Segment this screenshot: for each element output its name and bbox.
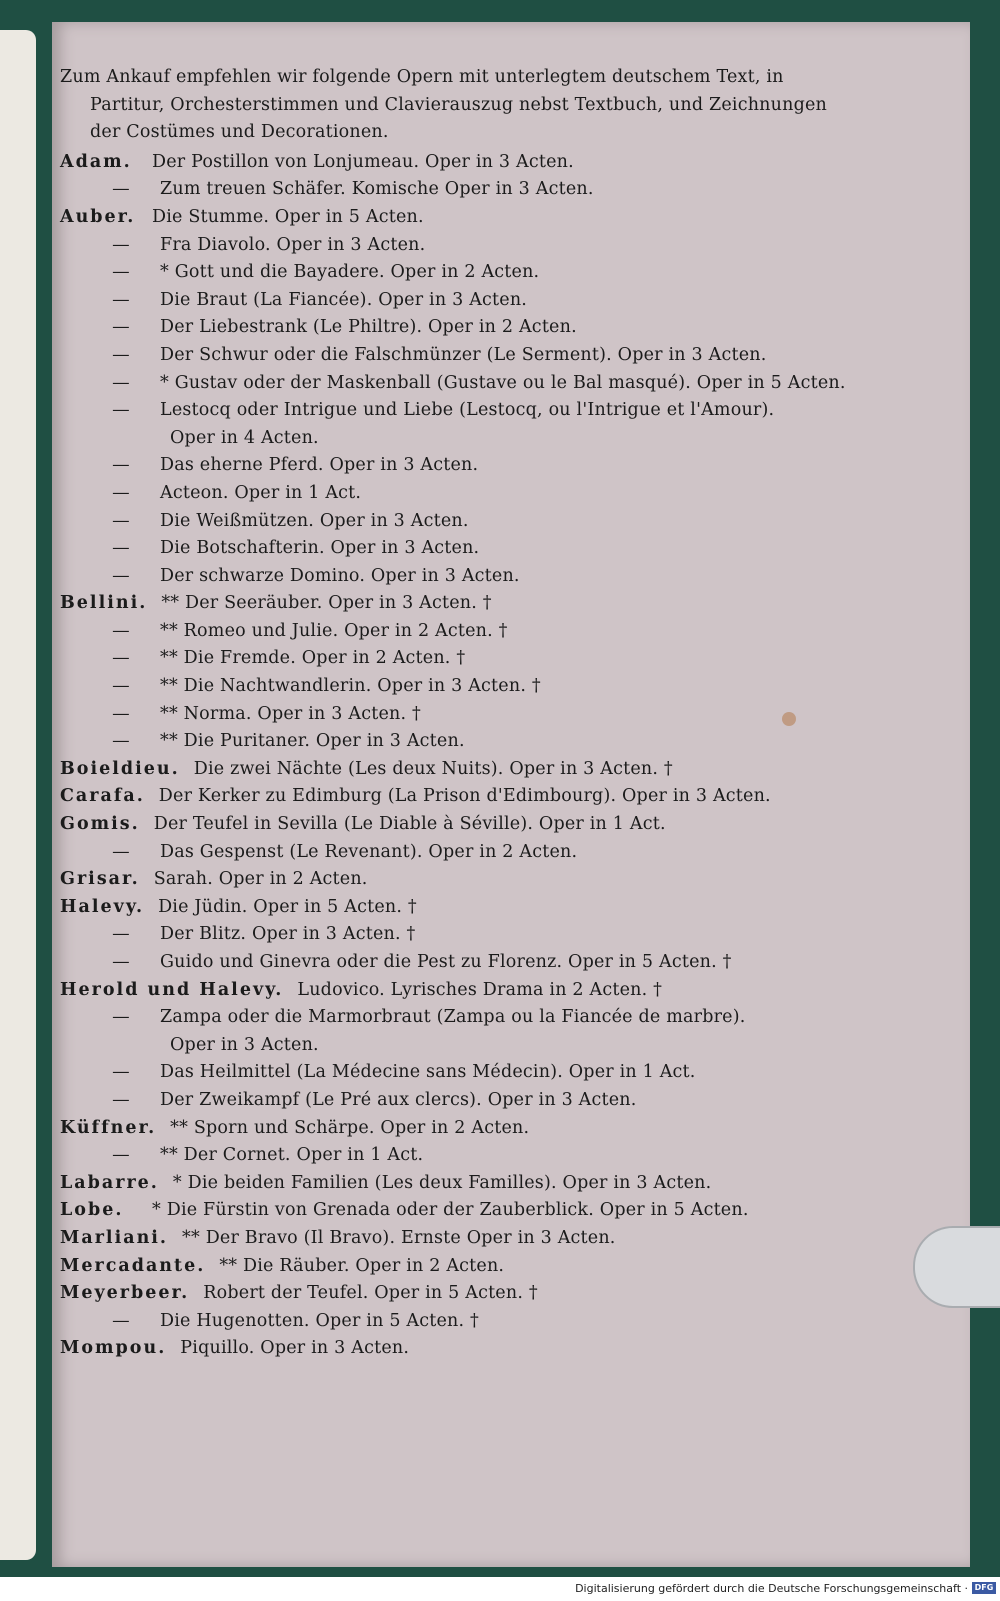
- opera-title: ** Norma. Oper in 3 Acten. †: [160, 703, 421, 724]
- opera-title-continuation: Oper in 3 Acten.: [170, 1034, 319, 1055]
- opera-title: ** Der Seeräuber. Oper in 3 Acten. †: [161, 593, 492, 614]
- list-item: [60, 259, 960, 287]
- composer-name: Carafa.: [60, 786, 145, 807]
- list-item: [60, 314, 960, 342]
- opera-title: Ludovico. Lyrisches Drama in 2 Acten. †: [297, 979, 663, 1000]
- opera-title: Fra Diavolo. Oper in 3 Acten.: [160, 234, 426, 255]
- list-item: [60, 839, 960, 867]
- opera-title: Der Schwur oder die Falschmünzer (Le Serment). Oper in 3 Acten.: [160, 344, 767, 365]
- composer-name: Halevy.: [60, 896, 145, 917]
- list-item: [60, 1115, 960, 1143]
- list-item: [60, 508, 960, 536]
- composer-name: Mompou.: [60, 1338, 167, 1359]
- list-item: [60, 866, 960, 894]
- opera-title: Die Jüdin. Oper in 5 Acten. †: [158, 896, 417, 917]
- opera-title: Die Hugenotten. Oper in 5 Acten. †: [160, 1310, 479, 1331]
- opera-title: Das Heilmittel (La Médecine sans Médecin). Oper in 1 Act.: [160, 1062, 696, 1083]
- list-item: [60, 204, 960, 232]
- ditto-dash: —: [112, 703, 130, 724]
- ditto-dash: —: [112, 344, 130, 365]
- list-item: [60, 977, 960, 1005]
- opera-title: ** Romeo und Julie. Oper in 2 Acten. †: [160, 620, 508, 641]
- opera-title: ** Die Nachtwandlerin. Oper in 3 Acten. †: [160, 676, 541, 697]
- opera-title: Piquillo. Oper in 3 Acten.: [180, 1338, 410, 1359]
- composer-name: Herold und Halevy.: [60, 979, 284, 1000]
- ditto-dash: —: [112, 1007, 130, 1028]
- entry-list: [60, 149, 960, 1363]
- opera-title: * Die beiden Familien (Les deux Familles). Oper in 3 Acten.: [172, 1172, 712, 1193]
- composer-name: Adam.: [60, 151, 132, 172]
- list-item: [60, 232, 960, 260]
- opera-list: [60, 64, 960, 1363]
- ditto-dash: —: [112, 924, 130, 945]
- list-item: [60, 1280, 960, 1308]
- ditto-dash: —: [112, 317, 130, 338]
- list-item: [60, 1225, 960, 1253]
- list-item: [60, 811, 960, 839]
- ditto-dash: —: [112, 372, 130, 393]
- ditto-dash: —: [112, 731, 130, 752]
- list-item: [60, 342, 960, 370]
- ditto-dash: —: [112, 510, 130, 531]
- composer-name: Gomis.: [60, 814, 140, 835]
- opera-title: Robert der Teufel. Oper in 5 Acten. †: [203, 1283, 538, 1304]
- ditto-dash: —: [112, 482, 130, 503]
- opera-title: ** Sporn und Schärpe. Oper in 2 Acten.: [170, 1117, 530, 1138]
- list-item: [60, 1087, 960, 1115]
- ditto-dash: —: [112, 952, 130, 972]
- list-item: [60, 783, 960, 811]
- opera-title: Zampa oder die Marmorbraut (Zampa ou la Fiancée de marbre).: [160, 1007, 746, 1028]
- opera-title: ** Die Puritaner. Oper in 3 Acten.: [160, 731, 465, 752]
- list-item: [60, 894, 960, 922]
- opera-title: ** Die Fremde. Oper in 2 Acten. †: [160, 648, 466, 669]
- ditto-dash: —: [112, 455, 130, 476]
- list-item: [60, 397, 960, 425]
- list-item: [60, 149, 960, 177]
- opera-title: Acteon. Oper in 1 Act.: [160, 482, 362, 503]
- ditto-dash: —: [112, 1145, 130, 1166]
- list-item: [60, 287, 960, 315]
- ditto-dash: —: [112, 565, 130, 586]
- opera-title: Die Stumme. Oper in 5 Acten.: [152, 206, 424, 227]
- opera-title: Der Teufel in Sevilla (Le Diable à Séville). Oper in 1 Act.: [153, 814, 666, 835]
- opera-title: * Gustav oder der Maskenball (Gustave ou le Bal masqué). Oper in 5 Acten.: [160, 372, 846, 393]
- list-item: [60, 645, 960, 673]
- ditto-dash: —: [112, 620, 130, 641]
- composer-name: Meyerbeer.: [60, 1283, 190, 1304]
- list-item: [60, 1004, 960, 1032]
- opera-title: ** Der Bravo (Il Bravo). Ernste Oper in 3 Acten.: [182, 1227, 616, 1248]
- list-item: [60, 176, 960, 204]
- list-item: [60, 701, 960, 729]
- list-item: [60, 756, 960, 784]
- ditto-dash: —: [112, 1310, 130, 1331]
- composer-name: Küffner.: [60, 1117, 157, 1138]
- dfg-logo: DFG: [972, 1582, 996, 1594]
- list-item: [60, 1197, 960, 1225]
- ditto-dash: —: [112, 1062, 130, 1083]
- ditto-dash: —: [112, 234, 130, 255]
- composer-name: Lobe.: [60, 1200, 124, 1221]
- ditto-dash: —: [112, 262, 130, 283]
- opera-title: Der Postillon von Lonjumeau. Oper in 3 Acten.: [152, 151, 574, 172]
- intro-paragraph: [60, 64, 960, 147]
- opera-title: Sarah. Oper in 2 Acten.: [153, 869, 368, 890]
- opera-title: Die Weißmützen. Oper in 3 Acten.: [160, 510, 469, 531]
- list-item: [60, 1059, 960, 1087]
- ditto-dash: —: [112, 289, 130, 310]
- composer-name: Bellini.: [60, 593, 148, 614]
- opera-title: Zum treuen Schäfer. Komische Oper in 3 Acten.: [160, 179, 594, 200]
- opera-title: Der Liebestrank (Le Philtre). Oper in 2 Acten.: [160, 317, 577, 338]
- list-item: [60, 1253, 960, 1281]
- list-item: [60, 673, 960, 701]
- facing-page-edge: [0, 30, 36, 1560]
- list-item: [60, 949, 960, 977]
- composer-name: Marliani.: [60, 1227, 169, 1248]
- list-item: [60, 921, 960, 949]
- list-item: [60, 1308, 960, 1336]
- composer-name: Mercadante.: [60, 1255, 206, 1276]
- ditto-dash: —: [112, 179, 130, 200]
- intro-line: Zum Ankauf empfehlen wir folgende Opern mit unterlegtem deutschem Text, in: [60, 67, 784, 87]
- list-item: [60, 1142, 960, 1170]
- footer-credit: Digitalisierung gefördert durch die Deutsche Forschungsgemeinschaft ·: [575, 1582, 968, 1595]
- opera-title: Der Kerker zu Edimburg (La Prison d'Edimbourg). Oper in 3 Acten.: [158, 786, 771, 807]
- ditto-dash: —: [112, 841, 130, 862]
- opera-title: Die Braut (La Fiancée). Oper in 3 Acten.: [160, 289, 528, 310]
- opera-title: Die Botschafterin. Oper in 3 Acten.: [160, 538, 480, 559]
- ditto-dash: —: [112, 676, 130, 697]
- document-page: [52, 22, 970, 1567]
- composer-name: Auber.: [60, 206, 136, 227]
- composer-name: Labarre.: [60, 1172, 159, 1193]
- list-item: [60, 563, 960, 591]
- opera-title: Das eherne Pferd. Oper in 3 Acten.: [160, 455, 479, 476]
- intro-line: der Costümes und Decorationen.: [90, 122, 389, 143]
- ditto-dash: —: [112, 1089, 130, 1110]
- opera-title: Das Gespenst (Le Revenant). Oper in 2 Acten.: [160, 841, 578, 862]
- list-item: [60, 480, 960, 508]
- list-item: [60, 590, 960, 618]
- ditto-dash: —: [112, 538, 130, 559]
- opera-title: * Die Fürstin von Grenada oder der Zauberblick. Oper in 5 Acten.: [152, 1200, 749, 1221]
- list-item: [60, 618, 960, 646]
- opera-title: * Gott und die Bayadere. Oper in 2 Acten.: [160, 262, 540, 283]
- opera-title: ** Der Cornet. Oper in 1 Act.: [160, 1145, 424, 1166]
- opera-title: Die zwei Nächte (Les deux Nuits). Oper in 3 Acten. †: [193, 758, 673, 779]
- list-item: [60, 370, 960, 398]
- opera-title: ** Die Räuber. Oper in 2 Acten.: [219, 1255, 505, 1276]
- composer-name: Grisar.: [60, 869, 140, 890]
- ditto-dash: —: [112, 400, 130, 421]
- list-item: [60, 1170, 960, 1198]
- list-item: [60, 728, 960, 756]
- opera-title: Der Zweikampf (Le Pré aux clercs). Oper in 3 Acten.: [160, 1089, 637, 1110]
- list-item: [60, 1335, 960, 1363]
- list-item: [60, 452, 960, 480]
- list-item: [60, 535, 960, 563]
- scanner-clip: [913, 1226, 1000, 1308]
- footer-bar: [0, 1577, 1000, 1601]
- opera-title-continuation: Oper in 4 Acten.: [170, 427, 319, 448]
- opera-title: Der schwarze Domino. Oper in 3 Acten.: [160, 565, 520, 586]
- opera-title: Lestocq oder Intrigue und Liebe (Lestocq, ou l'Intrigue et l'Amour).: [160, 400, 775, 421]
- ditto-dash: —: [112, 648, 130, 669]
- intro-line: Partitur, Orchesterstimmen und Clavierauszug nebst Textbuch, und Zeichnungen: [90, 94, 828, 115]
- composer-name: Boieldieu.: [60, 758, 180, 779]
- opera-title: Der Blitz. Oper in 3 Acten. †: [160, 924, 416, 945]
- opera-title: Guido und Ginevra oder die Pest zu Florenz. Oper in 5 Acten. †: [160, 952, 732, 972]
